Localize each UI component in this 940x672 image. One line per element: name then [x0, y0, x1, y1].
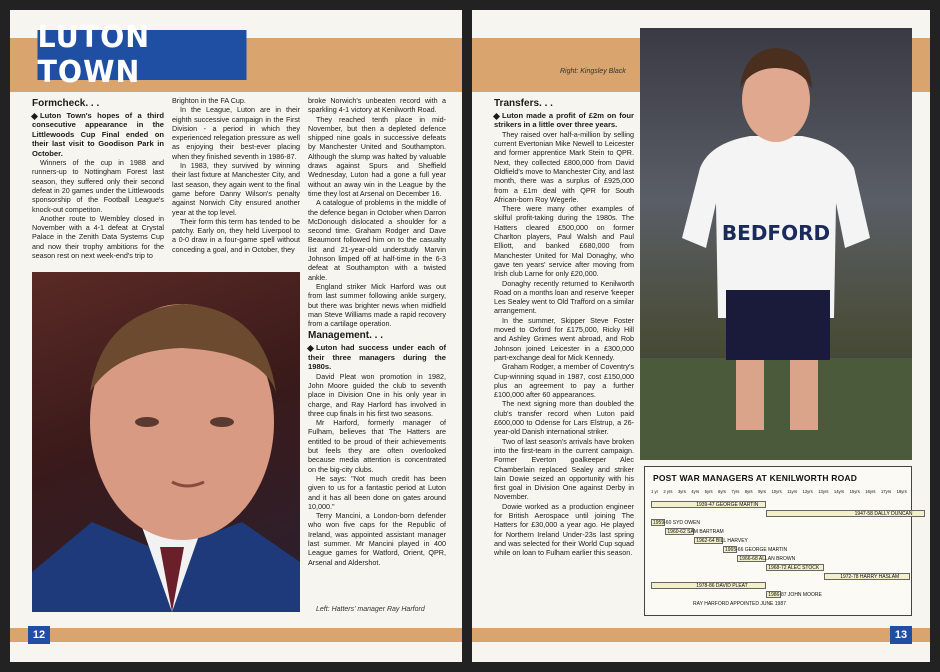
paragraph: The next signing more than doubled the club's transfer record when Luton paid £600,000 to Odense for Lars Elstrup, a 26-year-old Danish international striker.: [494, 399, 634, 437]
bullet-icon: [493, 112, 500, 119]
formcheck-heading: Formcheck. . .: [32, 98, 100, 109]
paragraph: They raised over half-a-million by selling current Evertonian Mike Newell to Leicester and former apprentice Mark Stein to QPR. Next, they collected £800,000 from David Oldfield's move to Manchester City, and last month, there was a surplus of £925,000 from a £1m deal with QPR for South African-born Roy Wegerle.: [494, 129, 634, 204]
manager-label: 1959-60 SYD OWEN: [653, 520, 700, 526]
year-tick: 8yrs: [744, 489, 753, 494]
paragraph: Another route to Wembley closed in November with a 4-1 defeat at Crystal Palace in the Zenith Data Systems Cup and now their trophy ambitions for the season rest on next week-end's trip to: [32, 213, 164, 260]
manager-photo: [32, 272, 300, 612]
manager-label: RAY HARFORD APPOINTED JUNE 1987: [693, 601, 786, 607]
year-tick: 17yrs: [880, 489, 892, 494]
manager-label: 1960-62 SAM BARTRAM: [667, 529, 724, 535]
year-tick: 16yrs: [865, 489, 876, 494]
manager-label: 1978-86 DAVID PLEAT: [696, 583, 748, 589]
year-tick: 15yrs: [849, 489, 860, 494]
bullet-icon: [307, 345, 314, 352]
photo-caption: Left: Hatters' manager Ray Harford: [316, 606, 425, 613]
paragraph: In the summer, Skipper Steve Foster moved to Oxford for £175,000, Ricky Hill and Ashley Grimes went abroad, and Rob Johnson joined Leicester in a £300,000 part-exchange deal for Mick Kennedy.: [494, 315, 634, 362]
left-page: [10, 10, 462, 662]
year-tick: 6yrs: [718, 489, 726, 494]
year-tick: 2 yrs: [663, 489, 673, 494]
shirt-sponsor-text: BEDFORD: [721, 221, 831, 245]
paragraph: David Pleat won promotion in 1982, John Moore guided the club to seventh place in Division One in his only year in charge, and Ray Harford has involved in three cup finals in his first two seasons.: [308, 371, 446, 418]
paragraph: Terry Mancini, a London-born defender who won five caps for the Republic of Ireland, was appointed assistant manager last summer. Mr Mancini played in 400 League games for Watford, Orient, QPR, Arsenal and Aldershot.: [308, 511, 446, 567]
photo-caption: Right: Kingsley Black: [560, 68, 626, 75]
formcheck-lead: Luton Town's hopes of a third consecutive appearance in the Littlewoods Cup Final ended on their last visit to Goodison Park in October.: [32, 111, 164, 158]
year-tick: 1 yr: [651, 489, 658, 494]
player-photo: [640, 28, 912, 460]
column-1: [32, 96, 164, 260]
manager-label: 1986-87 JOHN MOORE: [768, 592, 822, 598]
year-tick: 12yrs: [802, 489, 813, 494]
column-3: [308, 96, 446, 567]
transfers-lead: Luton made a profit of £2m on four strikers in a little over three years.: [494, 111, 634, 130]
manager-label: 1966-68 ALLAN BROWN: [739, 556, 796, 562]
management-lead: Luton had success under each of their three managers during the 1980s.: [308, 343, 446, 372]
year-tick: 18yrs: [896, 489, 907, 494]
page-number: 13: [890, 626, 912, 644]
paragraph: Their form this term has tended to be patchy. Early on, they held Liverpool to a 0-0 draw in a four-game spell without conceding a goal, and in October, they: [172, 216, 300, 254]
paragraph: In the League, Luton are in their eighth successive campaign in the First Division - a period in which they experienced relegation pressure as well as enjoying their best-ever placing when they finished seventh in 1986-87.: [172, 105, 300, 161]
management-heading: Management. . .: [308, 330, 384, 342]
year-tick: 4yrs: [691, 489, 700, 494]
paragraph: They reached tenth place in mid-November, but then a depleted defence shipped nine goals in successive defeats by Manchester United and Southampton. Although the slump was halted by valuable draws against Spurs and Sheffield Wednesday, Luton had a gone a full year without an away win in the League by the time they lost at Arsenal on December 16.: [308, 114, 446, 198]
paragraph: broke Norwich's unbeaten record with a sparkling 4-1 victory at Kenilworth Road.: [308, 96, 446, 115]
year-tick: 5yrs: [704, 489, 713, 494]
paragraph: In 1983, they survived by winning their last fixture at Manchester City, and last season, they again went to the final game before Danny Wilson's penalty against Norwich City ensured another year at the top level.: [172, 161, 300, 217]
paragraph: Two of last season's arrivals have broken into the first-team in the current campaign. Former Everton goalkeeper Alec Chamberlain replaced Sealey and striker Iain Dowie seized an opportunity with his first goal in Division One against Derby in November.: [494, 436, 634, 502]
paragraph: Dowie worked as a production engineer for British Aerospace until joining The Hatters for £30,000 a year ago. He played for Northern Ireland Under-23s last spring and was selected for their World Cup squad while on loan to Fulham earlier this season.: [494, 501, 634, 558]
manager-label: 1968-72 ALEC STOCK: [768, 565, 820, 571]
year-tick: 7yrs: [731, 489, 740, 494]
paragraph: There were many other examples of skilful profit-taking during the 1980s. The Hatters cleared £500,000 on former Charlton players, Paul Walsh and Paul Elliott, and banked £680,000 from Manchester United for Mal Donaghy, who gave ten years' service after moving from Irish club Larne for only £20,000.: [494, 204, 634, 279]
player-image: [640, 28, 912, 460]
manager-label: 1972-78 HARRY HASLAM: [840, 574, 900, 580]
manager-label: 1965-66 GEORGE MARTIN: [725, 547, 788, 553]
footer-band: [10, 628, 462, 642]
manager-portrait-image: [32, 272, 300, 612]
page-title: LUTON TOWN: [38, 30, 247, 80]
page-number: 12: [28, 626, 50, 644]
managers-timeline: [644, 466, 912, 616]
timeline-title: POST WAR MANAGERS AT KENILWORTH ROAD: [653, 473, 858, 483]
right-page: [472, 10, 930, 662]
paragraph: Winners of the cup in 1988 and runners-up to Nottingham Forest last season, they suffered only their second defeat in 20 games under the Littlewoods sponsorship of the Football League's knock-out competiton.: [32, 158, 164, 214]
paragraph: Donaghy recently returned to Kenilworth Road on a months loan and reserve 'keeper Les Sealey went to Old Trafford on a similar arrangement.: [494, 278, 634, 316]
year-scale: [651, 489, 907, 498]
transfers-heading: Transfers. . .: [494, 98, 553, 109]
column-2: [172, 96, 300, 254]
manager-label: 1939-47 GEORGE MARTIN: [696, 502, 759, 508]
year-tick: 10yrs: [771, 489, 782, 494]
paragraph: Mr Harford, formerly manager of Fulham, believes that The Hatters are entitled to be proud of their achievements but feels they are often overlooked because media attention is concentrated on the big-city clubs.: [308, 418, 446, 474]
paragraph: England striker Mick Harford was out from last summer following ankle surgery, but there was brighter news when midfield man Steve Williams made a rapid recovery from a cartilage operation.: [308, 281, 446, 329]
footer-band: [472, 628, 930, 642]
year-tick: 9yrs: [758, 489, 767, 494]
paragraph: A catalogue of problems in the middle of the defence began in October when Darron McDonough dislocated a shoulder for a second time. Graham Rodger and Dave Beaumont followed him on to the casualty list and 21-year-old understudy Marvin Johnson limped off at half-time in the 6-3 defeat at Southampton with a twisted ankle.: [308, 198, 446, 282]
bullet-icon: [31, 112, 38, 119]
year-tick: 14yrs: [833, 489, 845, 494]
paragraph: Graham Rodger, a member of Coventry's Cup-winning squad in 1987, cost £150,000 plus an agreement to pay a further £100,000 after 60 appearances.: [494, 362, 634, 400]
manager-label: 1947-58 DALLY DUNCAN: [854, 511, 913, 517]
column-1: [494, 96, 634, 557]
year-tick: 11yrs: [787, 489, 798, 494]
paragraph: Brighton in the FA Cup.: [172, 96, 246, 105]
year-tick: 3yrs: [677, 489, 686, 494]
paragraph: He says: "Not much credit has been given to us for a fantastic period at Luton and it has all been done on gates around 10,000.": [308, 473, 446, 511]
year-tick: 13yrs: [818, 489, 829, 494]
manager-label: 1962-64 BILL HARVEY: [696, 538, 748, 544]
